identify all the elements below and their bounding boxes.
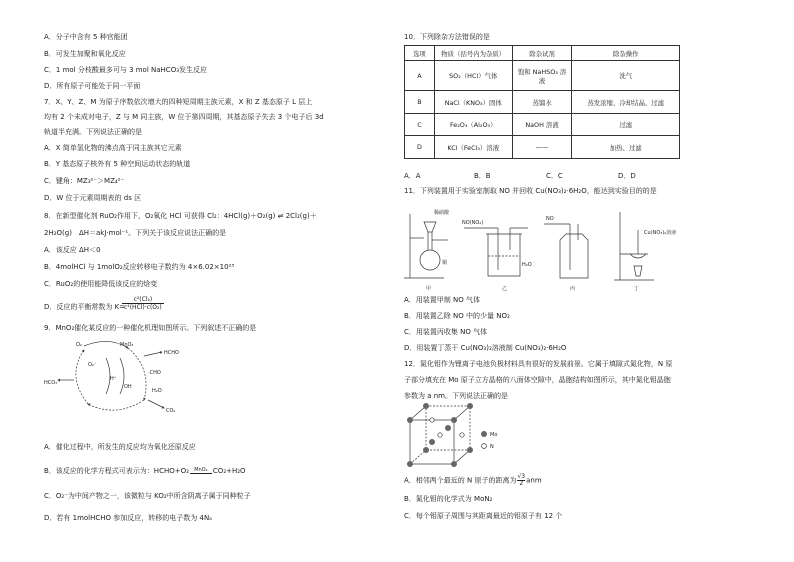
- q10-option-b: B．B: [474, 172, 491, 180]
- q12-crystal-cell: [404, 402, 524, 468]
- label-h2o: H₂O: [522, 262, 532, 268]
- row-b-operation: 蒸发浓缩、冷却结晶、过滤: [572, 91, 680, 114]
- q12-a-numerator: √3: [517, 473, 526, 480]
- cycle-arc-bottom: [88, 400, 144, 410]
- legend-n-dot: [482, 444, 487, 449]
- row-c-reagent: NaOH 溶液: [512, 114, 572, 136]
- q11-option-c: C．用装置丙收集 NO 气体: [404, 328, 488, 336]
- q11-stem: 11．下列装置用于实验室制取 NO 并回收 Cu(NO₃)₂·6H₂O，能达到实验目的的是: [404, 187, 657, 195]
- arrow-hcho: [144, 352, 162, 356]
- label-hcho: HCHO: [164, 350, 179, 356]
- q7-option-c: C．键角：MZ₃²⁻＞MZ₄²⁻: [44, 177, 125, 185]
- row-d-option: D: [405, 136, 435, 159]
- q6-option-a: A．分子中含有 5 种官能团: [44, 33, 128, 41]
- row-d-substance: KCl（FeCl₃）溶液: [434, 136, 512, 159]
- q9-option-b: [44, 467, 246, 476]
- label-jia: 甲: [426, 286, 432, 292]
- label-hco3: HCO₃⁻: [44, 380, 60, 386]
- q8-option-c: C．RuO₂的使用能降低该反应的焓变: [44, 280, 158, 288]
- q9-option-d: D．若有 1molHCHO 参加反应，转移的电子数为 4Nₐ: [44, 514, 212, 522]
- row-a-substance: SO₂（HCl）气体: [434, 61, 512, 91]
- label-cu-nitrate-solution: Cu(NO₃)₂溶液: [644, 230, 677, 236]
- row-c-operation: 过滤: [572, 114, 680, 136]
- cycle-arc-right: [128, 348, 146, 400]
- q6-option-d: D．所有原子可能处于同一平面: [44, 82, 141, 90]
- label-no-no2: NO(NO₂): [462, 220, 484, 226]
- row-b-option: B: [405, 91, 435, 114]
- apparatus-yi: [464, 228, 528, 276]
- q7-stem-line3: 轨道半充满。下列说法正确的是: [44, 128, 142, 136]
- legend-mo-dot: [481, 431, 487, 437]
- apparatus-ding: [614, 212, 654, 280]
- q9-catalysis-diagram: [44, 336, 194, 420]
- q7-option-b: B．Y 基态原子核外有 5 种空间运动状态的轨道: [44, 160, 191, 168]
- q8-stem-line2: 2H₂O(g) ΔH＝akJ·mol⁻¹。下列关于该反应说法正确的是: [44, 229, 227, 237]
- q10-option-c: C．C: [546, 172, 563, 180]
- q8-option-b: B．4molHCl 与 1molO₂反应转移电子数约为 4×6.02×10²³: [44, 263, 235, 271]
- q11-option-a: A．用装置甲制 NO 气体: [404, 296, 480, 304]
- q10-stem: 10．下列除杂方法错误的是: [404, 33, 490, 41]
- apparatus-bing: [544, 224, 588, 278]
- header-option: 选项: [405, 46, 435, 61]
- q8-option-d: D．反应的平衡常数为 K=: [44, 303, 126, 311]
- q12-stem-line3: 参数为 a nm。下列说法正确的是: [404, 392, 508, 400]
- q12-a-prefix: A．相邻两个最近的 N 原子的距离为: [404, 476, 517, 485]
- label-o2-minus: O₂⁻: [88, 362, 97, 368]
- header-operation: 除杂操作: [572, 46, 680, 61]
- q11-option-b: B．用装置乙除 NO 中的少量 NO₂: [404, 312, 510, 320]
- q12-option-c: C．每个钼原子周围与其距离最近的钼原子有 12 个: [404, 512, 563, 520]
- right-column: [404, 0, 764, 562]
- row-d-operation: 加热、过滤: [572, 136, 680, 159]
- q6-option-b: B．可发生加聚和氧化反应: [44, 50, 126, 58]
- table-row: [405, 61, 680, 91]
- q11-option-d: D．用装置丁蒸干 Cu(NO₃)₂溶液制 Cu(NO₃)₂·6H₂O: [404, 344, 567, 352]
- q10-option-a: A．A: [404, 172, 421, 180]
- q10-option-d: D．D: [618, 172, 636, 180]
- q8-stem-line1: 8．在新型催化剂 RuO₂作用下，O₂氧化 HCl 可获得 Cl₂：4HCl(g)＋O₂(g) ⇌ 2Cl₂(g)＋: [44, 212, 317, 220]
- label-mno2: MnO₂: [120, 342, 134, 348]
- q6-option-c: C．1 mol 分枝酸最多可与 3 mol NaHCO₃发生反应: [44, 66, 208, 74]
- cycle-arc-left: [76, 350, 88, 404]
- q7-stem-line1: 7．X、Y、Z、M 为原子序数依次增大的四种短周期主族元素，X 和 Z 基态原子 L 层上: [44, 98, 313, 106]
- label-o2: O₂: [76, 342, 82, 348]
- label-co2: CO₂: [166, 408, 176, 414]
- q9-b-catalyst: MnO₂: [194, 467, 208, 473]
- header-reagent: 除杂试剂: [512, 46, 572, 61]
- table-row: [405, 136, 680, 159]
- header-substance: 物质（括号内为杂质）: [434, 46, 512, 61]
- row-c-option: C: [405, 114, 435, 136]
- q12-option-b: B．氮化钼的化学式为 MoN₂: [404, 495, 493, 503]
- left-column: [44, 0, 404, 562]
- q9-option-a: A．催化过程中，所发生的反应均为氧化还原反应: [44, 443, 196, 451]
- q12-stem-line2: 子部分填充在 Mo 原子立方晶格的八面体空隙中，晶胞结构如图所示，其中氮化钼晶胞: [404, 376, 671, 384]
- row-a-option: A: [405, 61, 435, 91]
- reaction-arrow: [190, 473, 212, 474]
- row-c-substance: Fe₂O₃（Al₂O₃）: [434, 114, 512, 136]
- equilibrium-constant-fraction: [122, 296, 164, 311]
- row-d-reagent: ——: [512, 136, 572, 159]
- q7-option-d: D．W 位于元素周期表的 ds 区: [44, 194, 142, 202]
- q10-table: [404, 45, 680, 159]
- label-dilute-nitric-acid: 稀硝酸: [434, 210, 450, 216]
- arrow-co2: [148, 400, 164, 408]
- q12-option-a: [404, 474, 542, 487]
- legend-mo: Mo: [490, 432, 498, 438]
- row-a-operation: 洗气: [572, 61, 680, 91]
- q7-stem-line2: 均有 2 个未成对电子，Z 与 M 同主族，W 位于第四周期，其基态原子失去 3 个电子后 3d: [44, 113, 324, 121]
- label-ding: 丁: [634, 286, 640, 292]
- apparatus-jia: [404, 214, 448, 278]
- q12-stem-line1: 12．氮化钼作为锂离子电池负极材料具有很好的发展前景。它属于填隙式氮化物，N 原: [404, 360, 673, 368]
- table-row: [405, 114, 680, 136]
- q9-b-prefix: B．该反应的化学方程式可表示为：HCHO+O₂: [44, 467, 189, 475]
- label-copper: 铜: [442, 260, 448, 266]
- q12-a-denominator: 2: [519, 480, 524, 487]
- table-header-row: [405, 46, 680, 61]
- q8-option-a: A．该反应 ΔH＜0: [44, 246, 101, 254]
- q11-apparatus-figure: [404, 200, 704, 292]
- q9-option-c: C．O₂⁻为中间产物之一，该微粒与 KO₂中所含阴离子属于同种粒子: [44, 492, 251, 500]
- row-b-substance: NaCl（KNO₃）固体: [434, 91, 512, 114]
- table-row: [405, 91, 680, 114]
- label-h-plus: H⁺: [110, 376, 117, 382]
- k-numerator: c²(Cl₂): [122, 296, 164, 304]
- label-no: NO: [546, 216, 554, 222]
- label-bing: 丙: [570, 286, 576, 292]
- label-oh: OH: [124, 384, 132, 390]
- k-denominator: c⁴(HCl)·c(O₂): [124, 304, 162, 311]
- q9-b-suffix: CO₂+H₂O: [212, 467, 246, 475]
- label-h2o: H₂O: [152, 388, 162, 394]
- row-b-reagent: 蒸馏水: [512, 91, 572, 114]
- legend-n: N: [490, 444, 494, 450]
- label-cho: ·CHO: [148, 370, 161, 376]
- q12-a-suffix: anm: [526, 476, 542, 485]
- q7-option-a: A．X 简单氢化物的沸点高于同主族其它元素: [44, 144, 182, 152]
- row-a-reagent: 饱和 NaHSO₃ 溶液: [512, 61, 572, 91]
- q9-stem: 9．MnO₂催化某反应的一种催化机理如图所示。下列叙述不正确的是: [44, 324, 257, 332]
- label-yi: 乙: [502, 286, 508, 292]
